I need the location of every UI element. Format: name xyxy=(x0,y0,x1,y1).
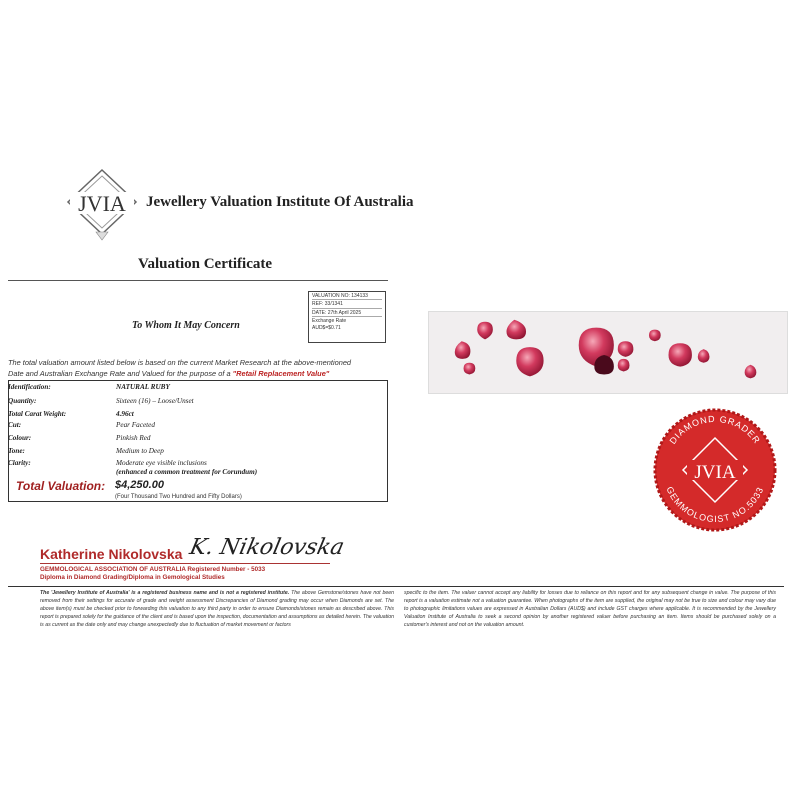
intro-paragraph xyxy=(8,357,400,379)
detail-value: Medium to Deep xyxy=(116,447,164,455)
total-valuation-label: Total Valuation: xyxy=(16,479,106,493)
detail-value: NATURAL RUBY xyxy=(116,383,170,391)
org-name: Jewellery Valuation Institute Of Australia xyxy=(146,194,414,210)
ruby-stone xyxy=(745,365,757,379)
disclaimer-right: specific to the item. The valuer cannot accept any liability for losses due to reliance on this report and for any subsequent change in value. The purpose of this report is a valuation estimate not a valuation guarantee. When photographs of the item are supplied, the original may not be true to size and colour may vary due to photographic limitations values are expressed in Australian Dollars (AUD$) and include GST charges where applicable. It is recommended by the Jewellery Valuation Institute of Australia to seek a second opinion by another registered valuer before purchasing an item. Items should be purchased solely on a customer's interest and not on the valuation amount. xyxy=(404,590,776,628)
ruby-stone xyxy=(507,320,527,340)
exchange-rate: AUD$=$0.71 xyxy=(312,324,341,331)
ruby-photo xyxy=(428,311,788,394)
logo-text: JVIA xyxy=(78,191,126,216)
exchange-rate-label: Exchange Rate xyxy=(312,318,347,325)
total-valuation-words: (Four Thousand Two Hundred and Fifty Dollars) xyxy=(115,494,242,500)
valuer-diploma: Diploma in Diamond Grading/Diploma in Gemological Studies xyxy=(40,574,225,581)
seal-center-text: JVIA xyxy=(694,462,736,483)
detail-value: Pinkish Red xyxy=(116,434,151,442)
detail-value: 4.96ct xyxy=(116,410,134,418)
detail-label: Quantity: xyxy=(8,397,37,405)
valuer-signature: K. Nikolovska xyxy=(187,535,347,560)
detail-label: Colour: xyxy=(8,434,32,442)
diamond-grader-seal xyxy=(645,400,785,540)
ruby-stone xyxy=(618,359,630,372)
page-title: Valuation Certificate xyxy=(138,256,273,272)
ruby-stone xyxy=(618,341,634,357)
clarity-note: (enhanced a common treatment for Corundum) xyxy=(116,468,258,476)
salutation: To Whom It May Concern xyxy=(132,320,240,331)
ruby-stone xyxy=(464,363,476,375)
detail-label: Clarity: xyxy=(8,459,31,467)
ruby-stone xyxy=(516,347,543,376)
signature-rule xyxy=(40,563,330,564)
seal-top-text: DIAMOND GRADER xyxy=(667,413,763,446)
intro-line-1: The total valuation amount listed below is based on the current Market Research at the above-mentioned xyxy=(8,358,352,367)
detail-label: Identification: xyxy=(8,383,51,391)
disclaimer-lead: The 'Jewellery Institute of Australia' is a registered business name and is not a registered institute. xyxy=(40,590,290,596)
seal-bottom-text: GEMMOLOGIST NO.5033 xyxy=(664,485,766,525)
disclaimer-left-text: The above Gemstone/stones have not been removed from their settings for accurate of grade and weight assessment Discrepancies of Diamond grading may occur when Diamonds are set. The above item(s) must be checked prior to forwarding this valuation to any third party in order to ensure Diamonds/stones remain as described above. This report is prepared solely for the guidance of the client and is based upon the inspection, documentation and assumptions as detailed herein. The valuation is as current as the date only and may change unexpectedly due to fluctuation of market movement or factors xyxy=(40,590,394,628)
detail-value: Pear Faceted xyxy=(116,421,155,429)
valuer-association: GEMMOLOGICAL ASSOCIATION OF AUSTRALIA Registered Number - 5033 xyxy=(40,566,266,573)
jvia-logo xyxy=(66,168,138,244)
ruby-stone xyxy=(698,349,710,363)
valuation-purpose: "Retail Replacement Value" xyxy=(232,369,330,378)
detail-label: Total Carat Weight: xyxy=(8,410,67,418)
footer-divider xyxy=(8,586,784,587)
detail-value: Sixteen (16) – Loose/Unset xyxy=(116,397,194,405)
valuer-name: Katherine Nikolovska xyxy=(40,546,183,562)
ruby-stone xyxy=(477,322,493,340)
reference-number: REF: 33/1341 xyxy=(312,301,382,308)
detail-value: Moderate eye visible inclusions xyxy=(116,459,207,467)
total-valuation-value: $4,250.00 xyxy=(115,479,164,491)
valuation-date: DATE: 27th April 2025 xyxy=(312,310,382,317)
ruby-stone xyxy=(669,343,692,366)
valuation-number: VALUATION NO: 134133 xyxy=(312,293,382,300)
detail-label: Cut: xyxy=(8,421,22,429)
intro-line-2: Date and Australian Exchange Rate and Valued for the purpose of a xyxy=(8,369,231,378)
ruby-stone xyxy=(649,330,661,342)
reference-box xyxy=(308,291,386,343)
detail-label: Tone: xyxy=(8,447,25,455)
title-divider xyxy=(8,280,388,281)
disclaimer-left xyxy=(40,590,394,630)
ruby-stone xyxy=(455,341,471,359)
